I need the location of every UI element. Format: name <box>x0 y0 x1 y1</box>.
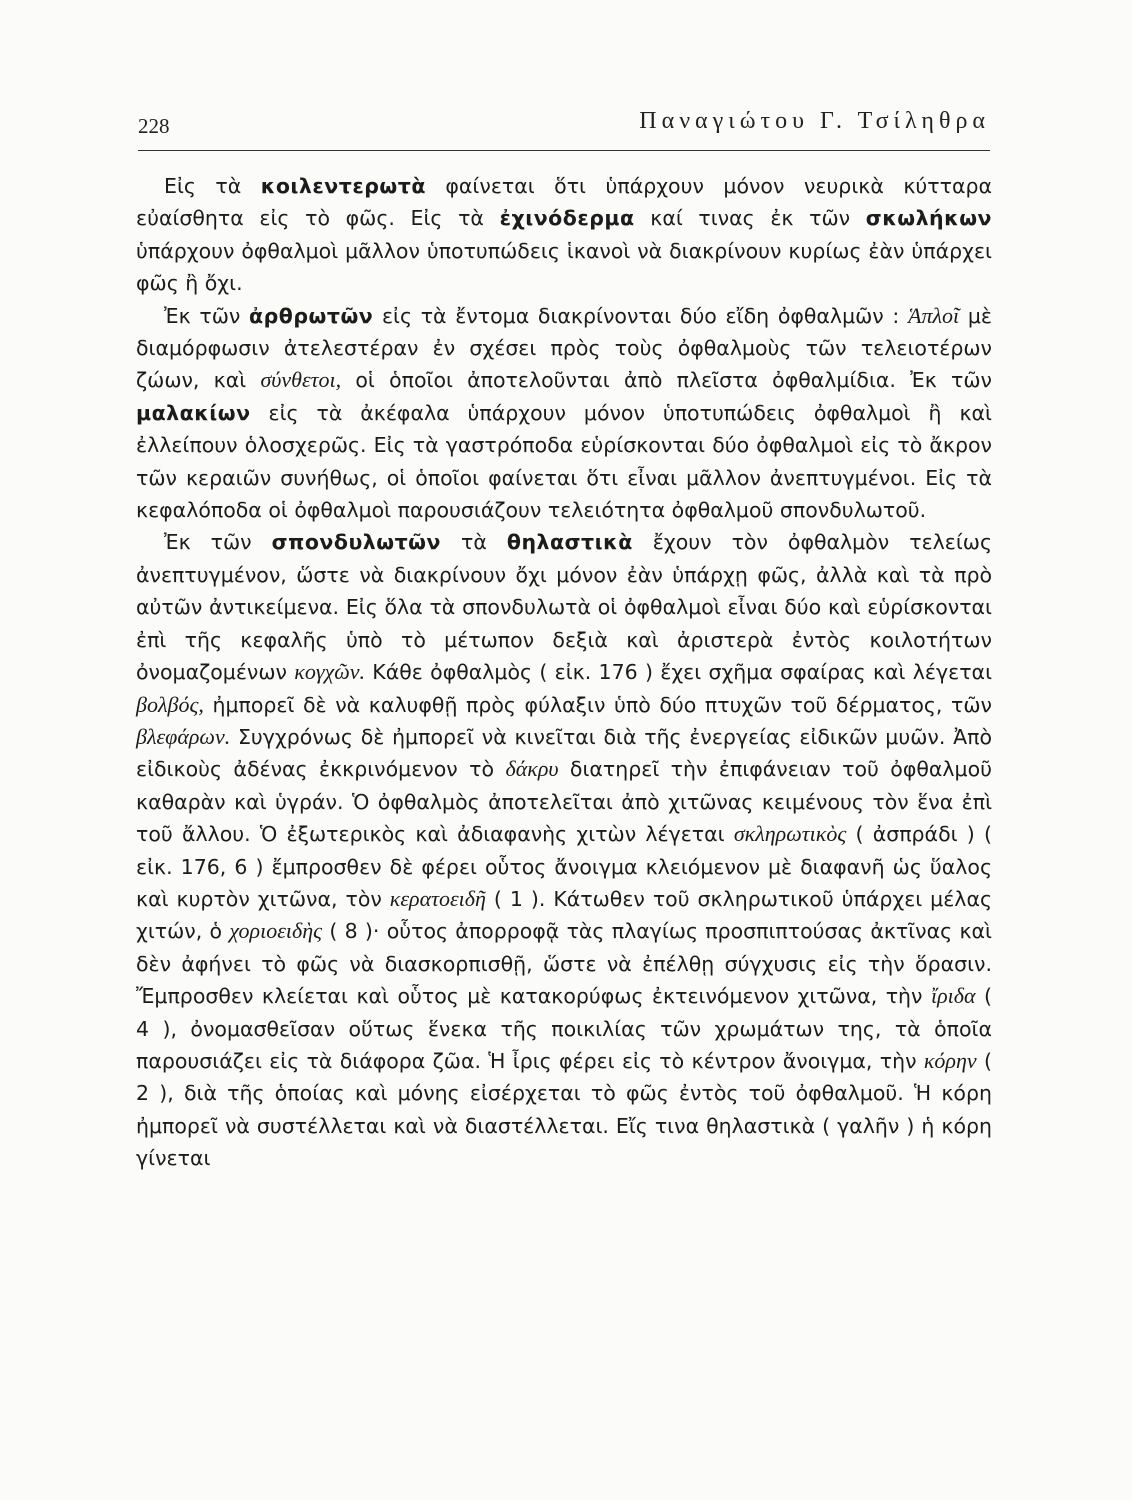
bold-term: σκωλήκων <box>865 206 992 231</box>
bold-term: ἐχινόδερμα <box>499 206 635 231</box>
body-text <box>136 170 992 1175</box>
text-run: Ἐκ τῶν <box>164 303 250 328</box>
text-run: ( 8 )· οὗτος ἀπορροφᾷ τὰς πλαγίως προσπιπτούσας ἀκτῖνας καὶ δὲν ἀφήνει τὸ φῶς νὰ διασκορπισθῇ, ὥστε νὰ ἐπέλθῃ σύγχυσις εἰς τὴν ὅρασιν. Ἔμπροσθεν κλείεται καὶ οὗτος μὲ κατακορύφως ἐκτεινόμενον χιτῶνα, τὴν <box>136 919 992 1009</box>
text-run: ( ἀσπράδι ) ( εἰκ. 176, 6 ) ἔμπροσθεν δὲ φέρει οὗτος ἄνοιγμα κλειόμενον μὲ διαφανῆ ὡς ὕαλος καὶ κυρτὸν χιτῶνα, τὸν <box>136 822 992 911</box>
italic-term: σκληρωτικὸς <box>733 821 847 847</box>
bold-term: μαλακίων <box>136 400 251 425</box>
page-number: 228 <box>138 114 170 138</box>
bold-term: κοιλεντερωτὰ <box>260 174 426 198</box>
text-run: εἰς τὰ ἔντομα διακρίνονται δύο εἴδη ὀφθαλμῶν : <box>373 303 909 328</box>
italic-term: χοριοειδὴς <box>229 918 323 944</box>
header-rule <box>138 150 990 151</box>
bold-term: σπονδυλωτῶν <box>271 530 441 555</box>
text-run: ( 2 ), διὰ τῆς ὁποίας καὶ μόνης εἰσέρχεται τὸ φῶς ἐντὸς τοῦ ὀφθαλμοῦ. Ἡ κόρη ἠμπορεῖ νὰ συστέλλεται καὶ νὰ διαστέλλεται. Εἴς τινα θηλαστικὰ ( γαλῆν ) ἡ κόρη γίνεται <box>136 1048 992 1171</box>
italic-term: ἴριδα <box>930 983 976 1009</box>
text-run: Συγχρόνως δὲ ἠμπορεῖ νὰ κινεῖται διὰ τῆς ἐνεργείας εἰδικῶν μυῶν. Ἀπὸ εἰδικοὺς ἀδένας ἐκκρινόμενον τὸ <box>136 724 992 782</box>
italic-term: κερατοειδῆ <box>389 885 486 911</box>
bold-term: θηλαστικὰ <box>506 530 633 555</box>
text-run: διατηρεῖ τὴν ἐπιφάνειαν τοῦ ὀφθαλμοῦ καθαρὰν καὶ ὑγράν. Ὁ ὀφθαλμὸς ἀποτελεῖται ἀπὸ χιτῶνας κειμένους τὸν ἕνα ἐπὶ τοῦ ἄλλου. Ὁ ἐξωτερικὸς καὶ ἀδιαφανὴς χιτὼν λέγεται <box>136 757 993 847</box>
text-run: φαίνεται ὅτι ὑπάρχουν μόνον νευρικὰ κύτταρα εὐαίσθητα εἰς τὸ φῶς. Εἰς τὰ <box>136 174 993 231</box>
bold-term: ἀρθρωτῶν <box>249 303 374 328</box>
running-head: Παναγιώτου Γ. Τσίληθρα <box>639 108 990 134</box>
italic-term: κόρην <box>923 1047 977 1073</box>
text-run: Κάθε ὀφθαλμὸς ( εἰκ. 176 ) ἔχει σχῆμα σφαίρας καὶ λέγεται <box>365 660 992 685</box>
text-run: ( 1 ). Κάτωθεν τοῦ σκληρωτικοῦ ὑπάρχει μέλας χιτών, ὁ <box>136 886 992 944</box>
paragraph-1 <box>136 170 992 300</box>
text-run: Εἰς τὰ <box>164 174 261 198</box>
text-run: ἠμπορεῖ δὲ νὰ καλυφθῇ πρὸς φύλαξιν ὑπὸ δύο πτυχῶν τοῦ δέρματος, τῶν <box>203 692 992 717</box>
italic-term: κογχῶν. <box>294 659 365 685</box>
italic-term: βολβός, <box>136 691 204 717</box>
text-run: Ἐκ τῶν <box>164 530 272 555</box>
text-run: οἱ ὁποῖοι ἀποτελοῦνται ἀπὸ πλεῖστα ὀφθαλμίδια. Ἐκ τῶν <box>341 368 992 393</box>
text-run: καί τινας ἐκ τῶν <box>634 206 866 231</box>
italic-term: Ἁπλοῖ <box>908 302 960 328</box>
italic-term: σύνθετοι, <box>260 367 342 393</box>
text-run: ὑπάρχουν ὀφθαλμοὶ μᾶλλον ὑποτυπώδεις ἱκανοὶ νὰ διακρίνουν κυρίως ἐὰν ὑπάρχει φῶς ἢ ὄχι. <box>136 238 992 296</box>
page-header <box>138 104 990 144</box>
text-run: τὰ <box>440 530 507 555</box>
text-run: εἰς τὰ ἀκέφαλα ὑπάρχουν μόνον ὑποτυπώδεις ὀφθαλμοὶ ἢ καὶ ἐλλείπουν ὁλοσχερῶς. Εἰς τὰ γαστρόποδα εὑρίσκονται δύο ὀφθαλμοὶ εἰς τὸ ἄκρον τῶν κεραιῶν συνήθως, οἱ ὁποῖοι φαίνεται ὅτι εἶναι μᾶλλον ἀνεπτυγμένοι. Εἰς τὰ κεφαλόποδα οἱ ὀφθαλμοὶ παρουσιάζουν τελειότητα ὀφθαλμοῦ σπονδυλωτοῦ. <box>136 400 992 523</box>
italic-term: δάκρυ <box>505 756 559 782</box>
paragraph-2 <box>136 300 992 527</box>
text-run: ( 4 ), ὀνομασθεῖσαν οὕτως ἕνεκα τῆς ποικιλίας τῶν χρωμάτων της, τὰ ὁποῖα παρουσιάζει εἰς τὰ διάφορα ζῶα. Ἡ ἶρις φέρει εἰς τὸ κέντρον ἄνοιγμα, τὴν <box>136 984 992 1073</box>
text-run: μὲ διαμόρφωσιν ἀτελεστέραν ἐν σχέσει πρὸς τοὺς ὀφθαλμοὺς τῶν τελειοτέρων ζώων, καὶ <box>136 303 993 393</box>
text-run: ἔχουν τὸν ὀφθαλμὸν τελείως ἀνεπτυγμένον, ὥστε νὰ διακρίνουν ὄχι μόνον ἐὰν ὑπάρχῃ φῶς, ἀλλὰ καὶ τὰ πρὸ αὐτῶν ἀντικείμενα. Εἰς ὅλα τὰ σπονδυλωτὰ οἱ ὀφθαλμοὶ εἶναι δύο καὶ εὑρίσκονται ἐπὶ τῆς κεφαλῆς ὑπὸ τὸ μέτωπον δεξιὰ καὶ ἀριστερὰ ἐντὸς κοιλοτήτων ὀνομαζομένων <box>136 530 993 685</box>
paragraph-3 <box>136 526 992 1174</box>
italic-term: βλεφάρων. <box>136 723 231 749</box>
